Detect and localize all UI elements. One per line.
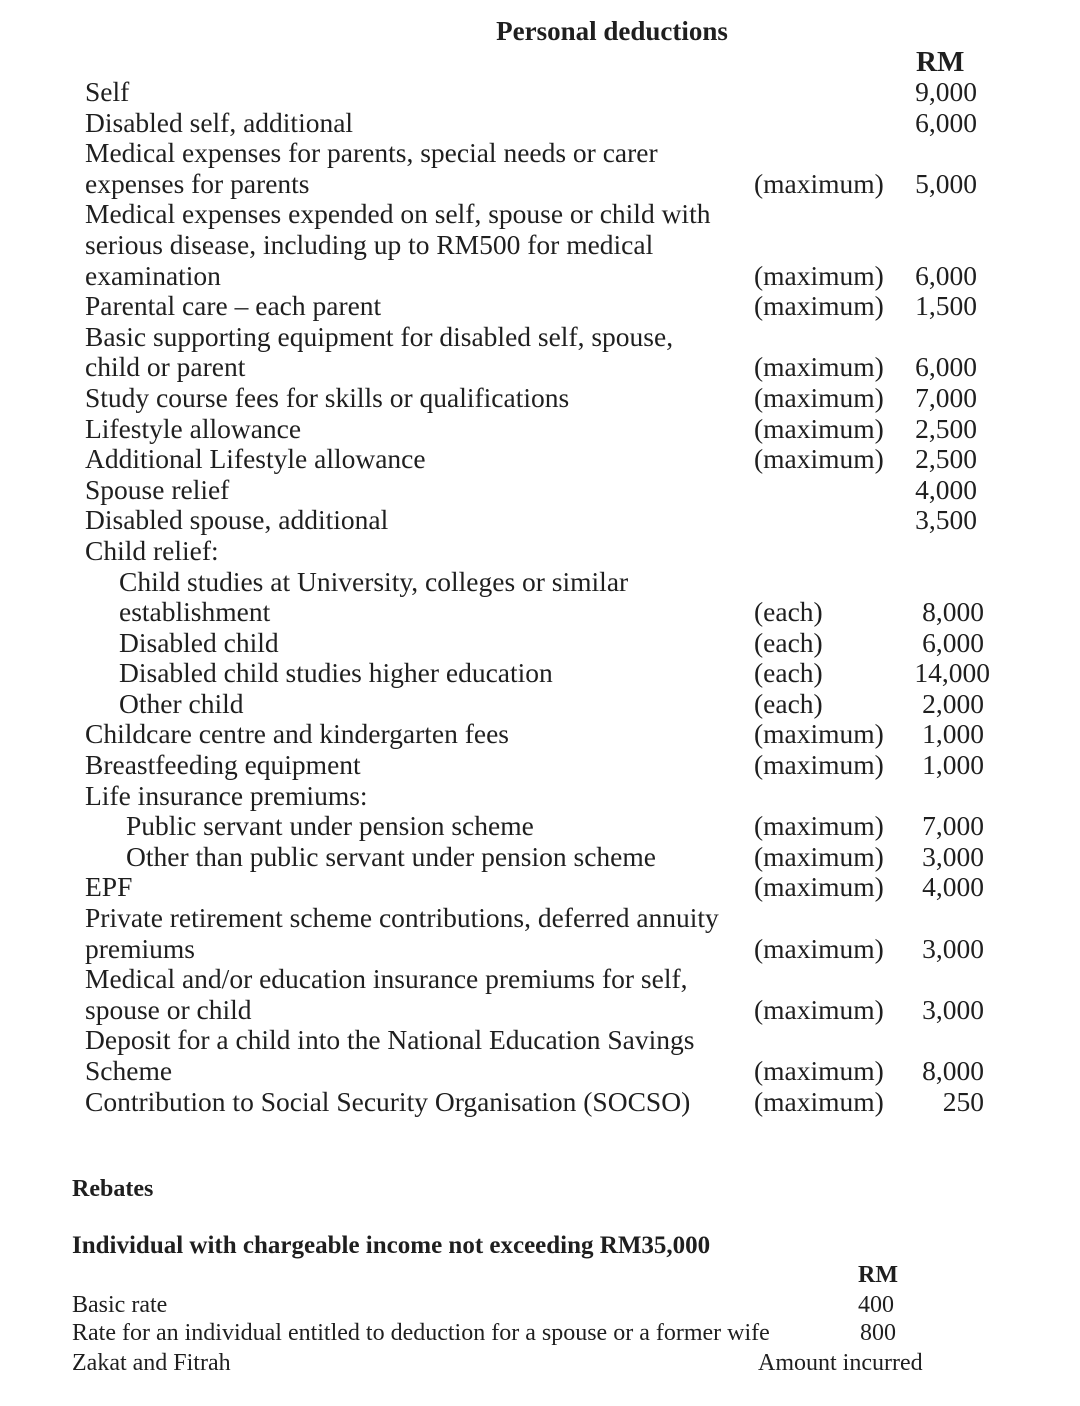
row-label: expenses for parents — [85, 167, 310, 199]
page-title: Personal deductions — [496, 16, 728, 46]
row-amount: 6,000 — [915, 259, 977, 291]
row-amount: 9,000 — [915, 76, 977, 107]
row-amount: 8,000 — [922, 1055, 984, 1086]
row-label: Parental care – each parent — [85, 290, 382, 322]
row-qualifier: (maximum) — [754, 259, 884, 291]
row-label: Disabled spouse, additional — [85, 504, 389, 536]
row-qualifier: (maximum) — [754, 381, 884, 413]
row-label: Life insurance premiums: — [85, 779, 368, 811]
row-label: Lifestyle allowance — [85, 412, 302, 444]
row-label: Contribution to Social Security Organisation (SOCSO) — [85, 1085, 691, 1117]
row-amount: 14,000 — [914, 657, 990, 689]
row-qualifier: (each) — [754, 596, 823, 628]
row-label: child or parent — [85, 351, 246, 383]
row-amount: 1,000 — [922, 718, 984, 750]
row-amount: 3,000 — [922, 932, 984, 964]
row-label: Study course fees for skills or qualifications — [85, 381, 570, 413]
row-label: Medical expenses expended on self, spouse or child with — [85, 198, 711, 230]
row-qualifier: (maximum) — [754, 749, 884, 781]
row-amount: 7,000 — [915, 381, 977, 413]
row-qualifier: (maximum) — [754, 871, 884, 903]
row-qualifier: (maximum) — [754, 840, 884, 872]
row-qualifier: (maximum) — [754, 290, 884, 322]
row-qualifier: (maximum) — [754, 167, 884, 199]
row-label: Medical and/or education insurance premiums for self, — [85, 963, 688, 995]
row-label: EPF — [85, 871, 133, 903]
row-label: Spouse relief — [85, 473, 230, 505]
rebate-amount: 400 — [858, 1292, 894, 1318]
row-amount: 2,500 — [915, 443, 977, 475]
row-qualifier: (maximum) — [754, 993, 884, 1025]
row-label: Other than public servant under pension scheme — [126, 840, 656, 872]
row-label: examination — [85, 259, 221, 291]
row-qualifier: (maximum) — [754, 1055, 884, 1086]
rebate-amount: Amount incurred — [758, 1350, 923, 1376]
row-amount: 4,000 — [922, 871, 984, 903]
row-amount: 3,000 — [922, 840, 984, 872]
row-qualifier: (maximum) — [754, 810, 884, 842]
row-amount: 1,500 — [915, 290, 977, 322]
row-label: Disabled child — [119, 626, 279, 658]
row-label: Breastfeeding equipment — [85, 749, 361, 781]
row-label: Basic supporting equipment for disabled self, spouse, — [85, 320, 674, 352]
row-qualifier: (each) — [754, 626, 823, 658]
row-label: spouse or child — [85, 993, 252, 1025]
row-amount: 5,000 — [915, 167, 977, 199]
row-amount: 2,500 — [915, 412, 977, 444]
row-label: Self — [85, 76, 130, 107]
row-amount: 6,000 — [915, 351, 977, 383]
row-label: Public servant under pension scheme — [126, 810, 534, 842]
row-amount: 6,000 — [915, 106, 977, 138]
row-amount: 6,000 — [922, 626, 984, 658]
rebates-heading: Rebates — [72, 1176, 154, 1202]
row-amount: 3,500 — [915, 504, 977, 536]
row-label: Additional Lifestyle allowance — [85, 443, 426, 475]
rebate-label: Basic rate — [72, 1292, 168, 1318]
row-qualifier: (each) — [754, 687, 823, 719]
rebate-amount: 800 — [860, 1320, 896, 1346]
row-label: Disabled child studies higher education — [119, 657, 553, 689]
row-label: serious disease, including up to RM500 for medical — [85, 228, 654, 260]
row-qualifier: (maximum) — [754, 351, 884, 383]
row-qualifier: (maximum) — [754, 412, 884, 444]
row-label: establishment — [119, 596, 271, 628]
row-label: Medical expenses for parents, special needs or carer — [85, 137, 658, 169]
row-amount: 8,000 — [922, 596, 984, 628]
row-qualifier: (maximum) — [754, 718, 884, 750]
row-label: Other child — [119, 687, 244, 719]
row-label: Scheme — [85, 1055, 173, 1086]
row-label: Child relief: — [85, 534, 219, 566]
rebate-label: Zakat and Fitrah — [72, 1350, 231, 1376]
row-amount: 7,000 — [922, 810, 984, 842]
row-label: Childcare centre and kindergarten fees — [85, 718, 510, 750]
row-label: Private retirement scheme contributions, deferred annuity — [85, 902, 719, 934]
row-qualifier: (maximum) — [754, 443, 884, 475]
row-qualifier: (each) — [754, 657, 823, 689]
row-amount: 3,000 — [922, 993, 984, 1025]
row-amount: 1,000 — [922, 749, 984, 781]
rebate-label: Rate for an individual entitled to deduction for a spouse or a former wife — [72, 1320, 770, 1346]
row-label: Child studies at University, colleges or similar — [119, 565, 629, 597]
row-label: Disabled self, additional — [85, 106, 354, 138]
currency-header: RM — [916, 46, 965, 78]
row-label: premiums — [85, 932, 195, 964]
row-qualifier: (maximum) — [754, 932, 884, 964]
row-amount: 250 — [942, 1085, 984, 1117]
rebates-currency-header: RM — [858, 1262, 898, 1288]
rebates-subheading: Individual with chargeable income not exceeding RM35,000 — [72, 1232, 711, 1259]
row-amount: 2,000 — [922, 687, 984, 719]
row-amount: 4,000 — [915, 473, 977, 505]
row-qualifier: (maximum) — [754, 1085, 884, 1117]
row-label: Deposit for a child into the National Education Savings — [85, 1024, 695, 1056]
